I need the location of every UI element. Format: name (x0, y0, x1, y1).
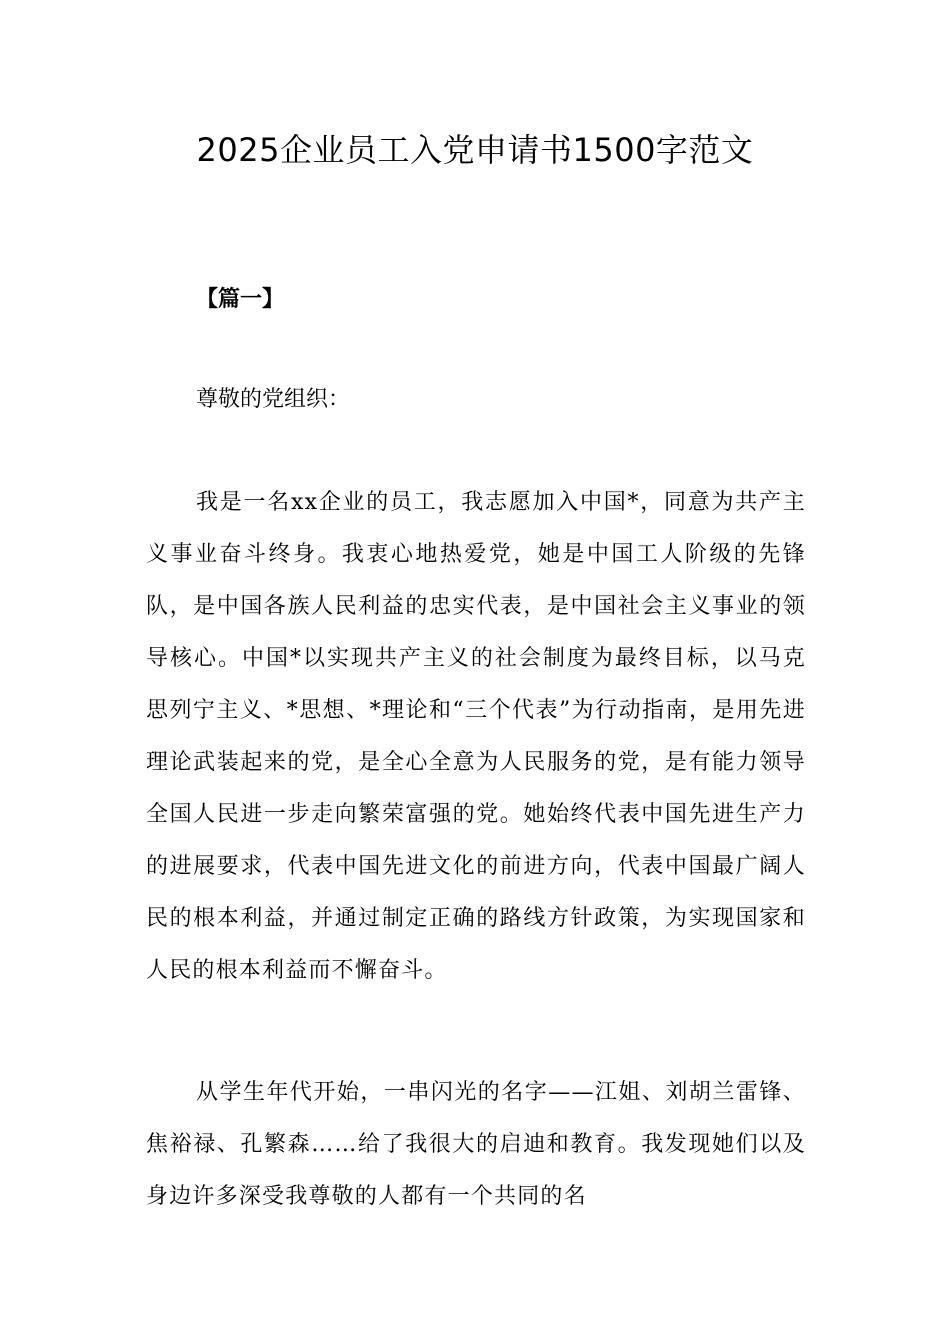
section-label: 【篇一】 (196, 287, 285, 312)
body-paragraph: 从学生年代开始，一串闪光的名字——江姐、刘胡兰雷锋、焦裕禄、孔繁森……给了我很大的启迪和教育。我发现她们以及身边许多深受我尊敬的人都有一个共同的名 (146, 1080, 806, 1209)
salutation: 尊敬的党组织： (196, 387, 351, 412)
body-paragraph: 我是一名xx企业的员工，我志愿加入中国*，同意为共产主义事业奋斗终身。我衷心地热爱党，她是中国工人阶级的先锋队，是中国各族人民利益的忠实代表，是中国社会主义事业的领导核心。中国*以实现共产主义的社会制度为最终目标，以马克思列宁主义、*思想、*理论和“三个代表”为行动指南，是用先进理论武装起来的党，是全心全意为人民服务的党，是有能力领导全国人民进一步走向繁荣富强的党。她始终代表中国先进生产力的进展要求，代表中国先进文化的前进方向，代表中国最广阔人民的根本利益，并通过制定正确的路线方针政策，为实现国家和人民的根本利益而不懈奋斗。 (146, 490, 806, 983)
document-title: 2025企业员工入党申请书1500字范文 (196, 131, 754, 169)
